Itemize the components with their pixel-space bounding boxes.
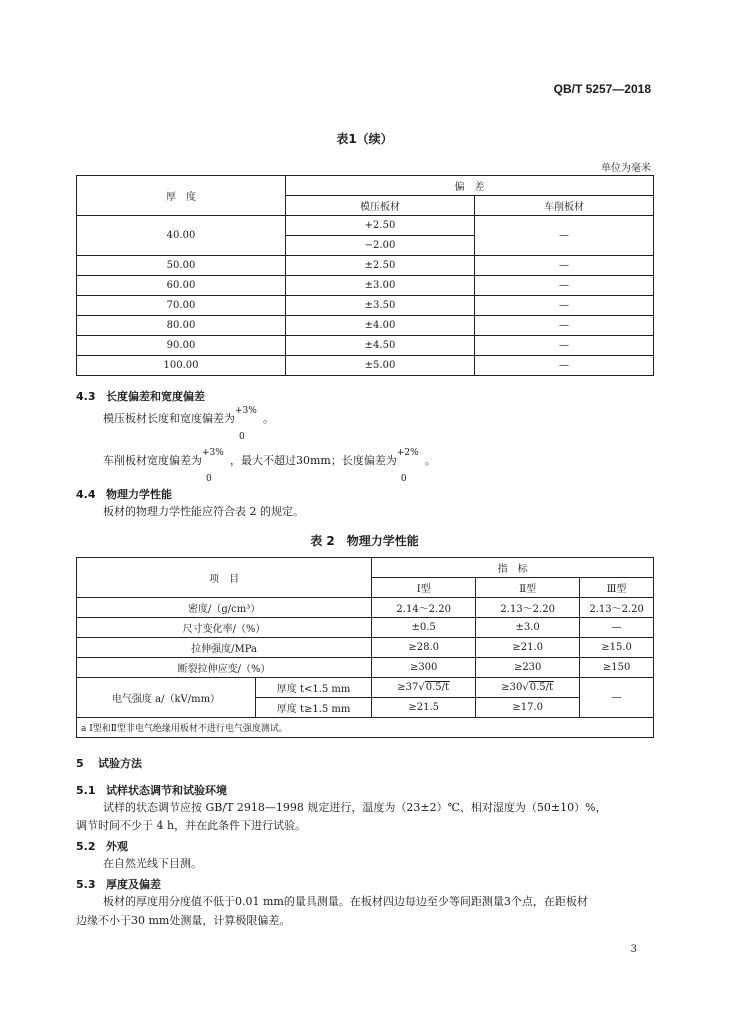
- table2-cell: ≥30√0.5/t: [476, 678, 580, 698]
- table2-cell: —: [580, 618, 654, 638]
- section-number: 5.2: [76, 840, 96, 853]
- section-number: 5.3: [76, 878, 96, 891]
- table1-cell-molded: ±5.00: [286, 356, 475, 376]
- section-5-1-line1: 试样的状态调节应按 GB/T 2918—1998 规定进行，温度为（23±2）℃、相对湿度为（50±10）%，: [103, 801, 607, 814]
- section-title: 外观: [106, 840, 128, 853]
- section-4-3-line1: [103, 406, 274, 442]
- table1-caption: 表1（续）: [336, 132, 393, 146]
- section-4-4-text: 板材的物理力学性能应符合表 2 的规定。: [103, 505, 304, 518]
- table1-cell-thickness: 50.00: [77, 256, 286, 276]
- text: 。: [424, 454, 436, 467]
- table-row: [77, 336, 654, 356]
- page-number: 3: [630, 944, 637, 955]
- text: ≥30: [501, 682, 523, 693]
- tolerance: [396, 448, 425, 484]
- tolerance-upper: +2%: [396, 448, 419, 458]
- table1-cell-thickness: 60.00: [77, 276, 286, 296]
- section-title: 长度偏差和宽度偏差: [106, 390, 205, 403]
- table1-cell-thickness: 100.00: [77, 356, 286, 376]
- table1-header-turned: 车削板材: [475, 196, 654, 216]
- table2-header-type1: Ⅰ型: [372, 578, 476, 598]
- section-5-2-heading: [76, 838, 128, 854]
- table2-cell: ±0.5: [372, 618, 476, 638]
- section-4-4-heading: [76, 486, 172, 502]
- table-row: [77, 356, 654, 376]
- table2-cell: 2.13～2.20: [476, 598, 580, 618]
- table2-footnote: a Ⅰ型和Ⅱ型非电气绝缘用板材不进行电气强度测试。: [77, 718, 654, 738]
- section-title: 试样状态调节和试验环境: [106, 784, 227, 797]
- table2-cell: ≥21.5: [372, 698, 476, 718]
- table2-cell-item: 断裂拉伸应变/（%）: [77, 658, 372, 678]
- table1-cell-molded: ±4.50: [286, 336, 475, 356]
- table2-cell-item: 拉伸强度/MPa: [77, 638, 372, 658]
- table1-unit: 单位为毫米: [601, 163, 651, 174]
- section-number: 4.4: [76, 488, 96, 501]
- table1-cell-thickness: 80.00: [77, 316, 286, 336]
- section-4-3-heading: [76, 388, 205, 404]
- section-title: 厚度及偏差: [106, 878, 161, 891]
- table1-cell-turned: —: [475, 336, 654, 356]
- table-row: [77, 678, 654, 698]
- text: 模压板材长度和宽度偏差为: [103, 412, 235, 425]
- table1-cell-thickness: 90.00: [77, 336, 286, 356]
- table-row: [77, 618, 654, 638]
- table1-cell-turned: —: [475, 276, 654, 296]
- tolerance-lower: 0: [400, 474, 407, 484]
- table2-cell: 2.14～2.20: [372, 598, 476, 618]
- table-row: [77, 276, 654, 296]
- standard-code: QB/T 5257—2018: [553, 82, 651, 96]
- table-row: [77, 658, 654, 678]
- table-row: [77, 296, 654, 316]
- table2-cell: ≥37√0.5/t: [372, 678, 476, 698]
- radicand: 0.5/t: [529, 682, 554, 693]
- section-number: 5.1: [76, 784, 96, 797]
- section-5-3-heading: [76, 876, 161, 892]
- table1-cell-thickness: 70.00: [77, 296, 286, 316]
- table2-cell: ≥28.0: [372, 638, 476, 658]
- section-title: 物理力学性能: [106, 488, 172, 501]
- table1-cell-turned: —: [475, 356, 654, 376]
- table2-cell-item: 密度/（g/cm³）: [77, 598, 372, 618]
- table1-cell-molded: +2.50: [286, 216, 475, 236]
- tolerance-upper: +3%: [202, 448, 224, 458]
- section-5-3-line2: 边缘不小于30 mm处测量，计算极限偏差。: [76, 914, 291, 927]
- section-number: 5: [76, 757, 84, 770]
- table1-cell-molded: ±2.50: [286, 256, 475, 276]
- section-5-heading: [76, 755, 142, 771]
- table2-header-type3: Ⅲ型: [580, 578, 654, 598]
- text: 车削板材宽度偏差为: [103, 454, 202, 467]
- table1-cell-molded: −2.00: [286, 236, 475, 256]
- table2-cell: 2.13～2.20: [580, 598, 654, 618]
- section-5-1-line2: 调节时间不少于 4 h，并在此条件下进行试验。: [76, 819, 307, 832]
- table2-cell: ≥21.0: [476, 638, 580, 658]
- table1-cell-turned: —: [475, 216, 654, 256]
- table1-cell-turned: —: [475, 316, 654, 336]
- table2-cell: ≥230: [476, 658, 580, 678]
- table1: [76, 175, 654, 376]
- table1-header-thickness: 厚 度: [77, 176, 286, 216]
- table2-cell-elec-sub: 厚度 t<1.5 mm: [256, 678, 372, 698]
- table1-cell-molded: ±4.00: [286, 316, 475, 336]
- tolerance-upper: +3%: [235, 406, 257, 416]
- table-row: [77, 316, 654, 336]
- table1-cell-turned: —: [475, 256, 654, 276]
- table1-cell-molded: ±3.50: [286, 296, 475, 316]
- tolerance-lower: 0: [239, 432, 245, 442]
- table2-header-item: 项 目: [77, 558, 372, 598]
- text: ≥37: [397, 682, 419, 693]
- tolerance: [202, 448, 230, 484]
- table2-cell-item: 尺寸变化率/（%）: [77, 618, 372, 638]
- table2-header-index: 指 标: [372, 558, 654, 578]
- table2-cell-elec-label: 电气强度 a/（kV/mm）: [77, 678, 256, 718]
- section-number: 4.3: [76, 390, 96, 403]
- section-5-1-heading: [76, 782, 227, 798]
- section-5-3-line1: 板材的厚度用分度值不低于0.01 mm的量具测量。在板材四边每边至少等间距测量3个点，在距板材: [103, 895, 588, 908]
- table2-cell: ≥15.0: [580, 638, 654, 658]
- table2: [76, 557, 654, 738]
- radicand: 0.5/t: [425, 682, 450, 693]
- table2-cell: ≥150: [580, 658, 654, 678]
- table-row: [77, 256, 654, 276]
- table2-cell: ≥17.0: [476, 698, 580, 718]
- text: 。: [263, 412, 274, 425]
- section-5-2-text: 在自然光线下目测。: [103, 857, 202, 870]
- table2-header-type2: Ⅱ型: [476, 578, 580, 598]
- table1-header-molded: 模压板材: [286, 196, 475, 216]
- section-4-3-line2: [103, 448, 436, 484]
- tolerance: [235, 406, 263, 442]
- table2-cell-elec-sub: 厚度 t≥1.5 mm: [256, 698, 372, 718]
- table2-cell: ±3.0: [476, 618, 580, 638]
- table1-header-deviation: 偏 差: [286, 176, 654, 196]
- section-title: 试验方法: [98, 757, 142, 770]
- table2-cell: ≥300: [372, 658, 476, 678]
- table-row: [77, 638, 654, 658]
- tolerance-lower: 0: [206, 474, 212, 484]
- table1-cell-thickness: 40.00: [77, 216, 286, 256]
- text: ，最大不超过30mm；长度偏差为: [230, 454, 397, 467]
- table1-cell-turned: —: [475, 296, 654, 316]
- table1-cell-molded: ±3.00: [286, 276, 475, 296]
- table2-cell: —: [580, 678, 654, 718]
- table2-caption: 表 2 物理力学性能: [310, 534, 419, 548]
- table-row: [77, 598, 654, 618]
